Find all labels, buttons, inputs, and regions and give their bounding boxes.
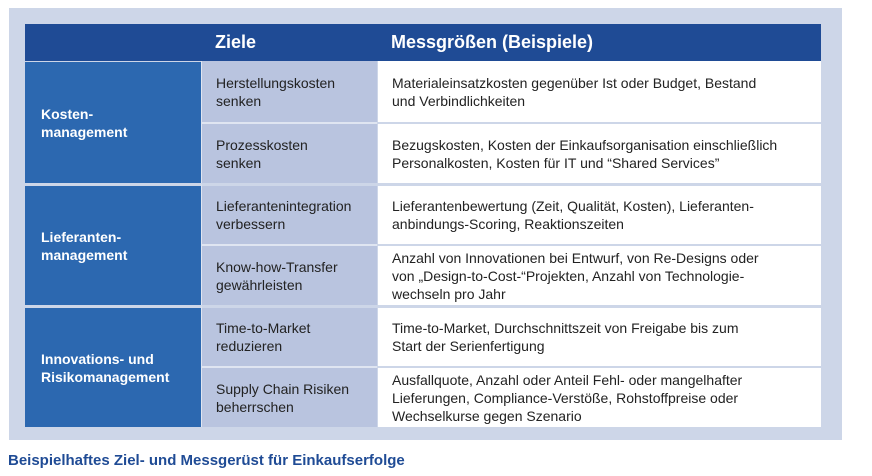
area-innovation-risk-management: Innovations- und Risikomanagement [25,305,201,427]
header-measures: Messgrößen (Beispiele) [377,24,821,61]
goal-cell: Supply Chain Risiken beherrschen [201,366,377,427]
goal-cell: Prozesskosten senken [201,122,377,183]
header-blank-cell [25,24,201,61]
area-supplier-management: Lieferanten- management [25,183,201,305]
measure-cell: Bezugskosten, Kosten der Einkaufsorganisation einschließlich Personalkosten, Kosten für IT und “Shared Services” [377,122,821,183]
goals-measures-table [25,24,821,427]
measure-cell: Time-to-Market, Durchschnittszeit von Freigabe bis zum Start der Serienfertigung [377,305,821,366]
measure-cell: Anzahl von Innovationen bei Entwurf, von Re-Designs oder von „Design-to-Cost-“Projekten, Anzahl von Technologie- wechseln pro Jahr [377,244,821,305]
measure-cell: Lieferantenbewertung (Zeit, Qualität, Kosten), Lieferanten- anbindungs-Scoring, Reaktionszeiten [377,183,821,244]
goal-cell: Lieferantenintegration verbessern [201,183,377,244]
measure-cell: Ausfallquote, Anzahl oder Anteil Fehl- oder mangelhafter Lieferungen, Compliance-Verstöße, Rohstoffpreise oder Wechselkurse gegen Szenario [377,366,821,427]
header-goals: Ziele [201,24,377,61]
figure-caption: Beispielhaftes Ziel- und Messgerüst für Einkaufserfolge [8,452,405,469]
measure-cell: Materialeinsatzkosten gegenüber Ist oder Budget, Bestand und Verbindlichkeiten [377,61,821,122]
goal-cell: Know-how-Transfer gewährleisten [201,244,377,305]
goal-cell: Herstellungskosten senken [201,61,377,122]
goal-cell: Time-to-Market reduzieren [201,305,377,366]
area-cost-management: Kosten- management [25,61,201,183]
